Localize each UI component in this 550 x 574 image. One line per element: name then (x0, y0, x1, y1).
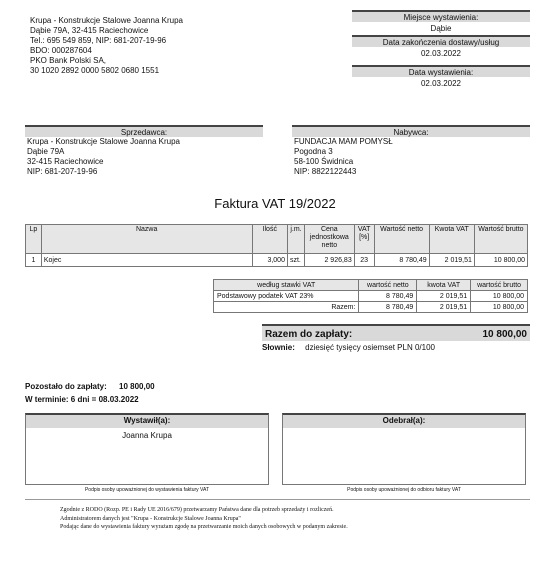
col-header-qty: Ilość (252, 225, 287, 254)
cell-unit-price: 2 926,83 (304, 254, 354, 267)
issuer-signature-box (25, 413, 269, 485)
seller-header-block (30, 16, 183, 76)
cell-qty: 3,000 (252, 254, 287, 267)
seller-line: NIP: 681-207-19-96 (27, 167, 98, 176)
buyer-line: FUNDACJA MAM POMYSŁ (294, 137, 393, 146)
buyer-line: 58-100 Świdnica (294, 157, 354, 166)
vat-header-net: wartość netto (359, 280, 417, 291)
total-label: Razem do zapłaty: (265, 329, 353, 340)
seller-header-line: PKO Bank Polski SA, (30, 56, 107, 65)
seller-block (25, 125, 263, 177)
place-value: Dąbie (430, 24, 452, 33)
buyer-heading: Nabywca: (292, 125, 530, 137)
issue-date-label: Data wystawienia: (352, 65, 530, 77)
footer-line: Zgodnie z RODO (Rozp. PE i Rady UE 2016/679) przetwarzamy Państwa dane dla potrzeb sprzedaży i rozliczeń. (60, 507, 334, 513)
words-value: dziesięć tysięcy osiemset PLN 0/100 (305, 343, 435, 352)
table-row (26, 254, 528, 267)
issuer-name: Joanna Krupa (122, 431, 172, 440)
vat-header-rate: według stawki VAT (214, 280, 359, 291)
footer-line: Administratorem danych jest "Krupa - Konstrukcje Stalowe Joanna Krupa" (60, 515, 241, 522)
remaining-line (25, 382, 155, 391)
seller-line: 32-415 Raciechowice (27, 157, 104, 166)
remaining-value: 10 800,00 (119, 382, 155, 391)
col-header-vat-rate: VAT [%] (354, 225, 374, 254)
receiver-note: Podpis osoby upoważnionej do odbioru faktury VAT (347, 487, 461, 493)
remaining-label: Pozostało do zapłaty: (25, 382, 107, 391)
buyer-line: Pogodna 3 (294, 147, 333, 156)
receiver-heading: Odebrał(a): (283, 415, 525, 428)
vat-sum-amount: 2 019,51 (417, 302, 471, 313)
invoice-title: Faktura VAT 19/2022 (214, 196, 336, 211)
place-label: Miejsce wystawienia: (352, 10, 530, 22)
gdpr-footer (60, 506, 348, 532)
table-row (214, 291, 528, 302)
cell-gross: 10 800,00 (474, 254, 527, 267)
vat-header-gross: wartość brutto (471, 280, 528, 291)
delivery-date-value: 02.03.2022 (420, 49, 462, 58)
total-value: 10 800,00 (482, 329, 527, 340)
total-bar (262, 324, 530, 341)
col-header-net: Wartość netto (374, 225, 429, 254)
vat-header-amount: kwota VAT (417, 280, 471, 291)
cell-lp: 1 (26, 254, 42, 267)
col-header-unit: j.m. (287, 225, 304, 254)
vat-sum-net: 8 780,49 (359, 302, 417, 313)
issuer-note: Podpis osoby upoważnionej do wystawienia faktury VAT (84, 487, 210, 493)
payment-term: W terminie: 6 dni = 08.03.2022 (25, 395, 139, 404)
items-table (25, 224, 528, 267)
cell-unit: szt. (287, 254, 304, 267)
cell-vat-amount: 2 019,51 (429, 254, 474, 267)
seller-header-line: Dąbie 79A, 32-415 Raciechowice (30, 26, 149, 35)
seller-line: Krupa - Konstrukcje Stalowe Joanna Krupa (27, 137, 180, 146)
vat-sum-gross: 10 800,00 (471, 302, 528, 313)
vat-row-net: 8 780,49 (359, 291, 417, 302)
col-header-unit-price: Cena jednostkowa netto (304, 225, 354, 254)
seller-header-line: 30 1020 2892 0000 5802 0680 1551 (30, 66, 160, 75)
cell-vat-rate: 23 (354, 254, 374, 267)
seller-header-line: Krupa - Konstrukcje Stalowe Joanna Krupa (30, 16, 183, 25)
vat-row-amount: 2 019,51 (417, 291, 471, 302)
footer-divider (25, 499, 530, 500)
seller-line: Dąbie 79A (27, 147, 65, 156)
delivery-date-label: Data zakończenia dostawy/usług (352, 35, 530, 47)
seller-heading: Sprzedawca: (25, 125, 263, 137)
buyer-line: NIP: 8822122443 (294, 167, 357, 176)
col-header-vat-amount: Kwota VAT (429, 225, 474, 254)
col-header-name: Nazwa (41, 225, 252, 254)
table-row (214, 302, 528, 313)
seller-header-line: Tel.: 695 549 859, NIP: 681-207-19-96 (30, 36, 167, 45)
buyer-block (292, 125, 530, 177)
footer-line: Podając dane do wystawienia faktury wyrażam zgodę na przetwarzanie moich danych osobowych w podanym zakresie. (60, 524, 348, 530)
seller-header-line: BDO: 000287604 (30, 46, 92, 55)
col-header-lp: Lp (26, 225, 42, 254)
vat-row-rate: Podstawowy podatek VAT 23% (214, 291, 359, 302)
words-label: Słownie: (262, 343, 295, 352)
amount-in-words (262, 343, 435, 352)
cell-net: 8 780,49 (374, 254, 429, 267)
issue-date-value: 02.03.2022 (420, 79, 462, 88)
col-header-gross: Wartość brutto (474, 225, 527, 254)
info-block (352, 10, 530, 90)
vat-row-gross: 10 800,00 (471, 291, 528, 302)
issuer-heading: Wystawił(a): (26, 415, 268, 428)
vat-sum-label: Razem: (214, 302, 359, 313)
cell-name: Kojec (41, 254, 252, 267)
vat-summary-table (213, 279, 528, 313)
receiver-signature-box (282, 413, 526, 485)
